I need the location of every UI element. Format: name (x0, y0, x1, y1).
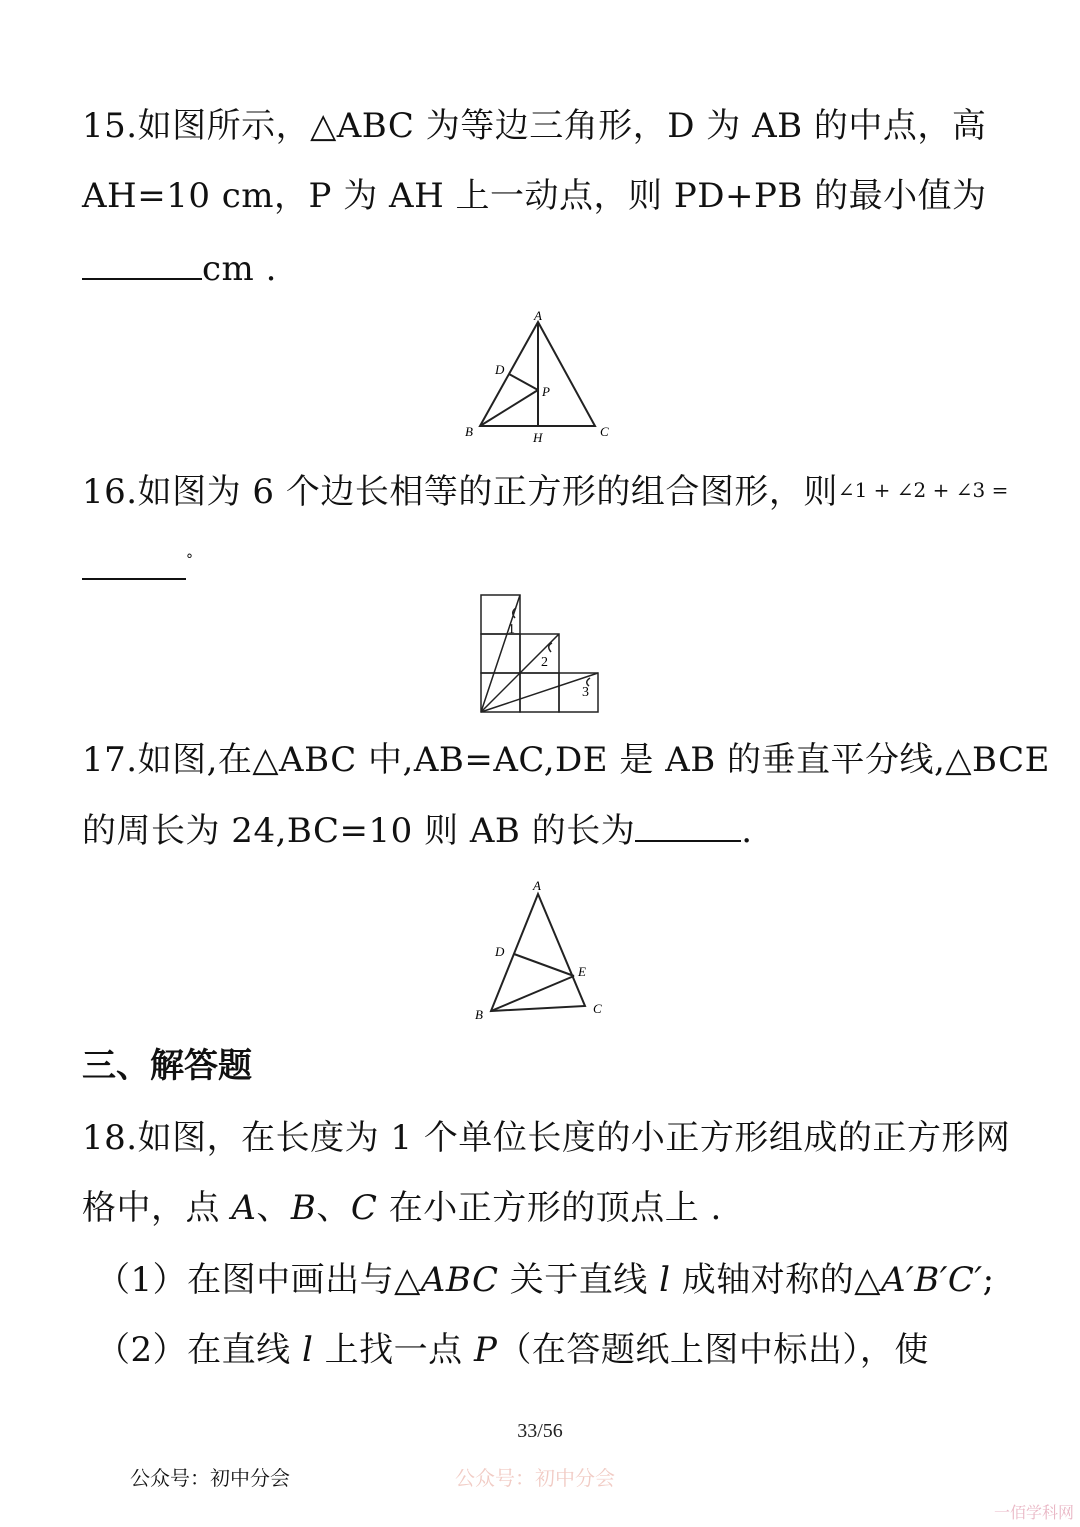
q16-text: 16.如图为 6 个边长相等的正方形的组合图形，则 (82, 472, 838, 512)
q18-sub1-text: 关于直线 (498, 1260, 660, 1300)
figure-equilateral-triangle (455, 308, 625, 448)
footer-account: 公众号：初中分会 (130, 1466, 290, 1490)
q15-line1: 15.如图所示，△ABC 为等边三角形，D 为 AB 的中点，高 (82, 106, 987, 146)
triangle-A-prime: A′B′C′ (880, 1260, 983, 1300)
triangle-ABC: ABC (420, 1260, 499, 1300)
line-l: l (301, 1330, 314, 1370)
label-E: E (578, 964, 586, 979)
q18-sub1-text: 成轴对称的△ (670, 1260, 881, 1300)
point-C: C (350, 1188, 378, 1228)
q18-sub1-text: （1）在图中画出与△ (96, 1260, 421, 1300)
q18-sub1-text: ; (982, 1260, 995, 1300)
label-A: A (533, 878, 541, 893)
separator: 、 (316, 1188, 351, 1228)
q15-unit: cm . (202, 249, 277, 289)
label-A: A (534, 308, 542, 323)
line-l: l (659, 1260, 671, 1300)
answer-blank[interactable] (82, 548, 186, 580)
angle-1-label: 1 (508, 622, 515, 637)
label-P: P (542, 384, 550, 399)
answer-blank[interactable] (635, 810, 741, 842)
q18-sub2-text: （在答题纸上图中标出），使 (497, 1330, 929, 1370)
answer-blank[interactable] (82, 248, 202, 280)
q18-sub1 (96, 1260, 995, 1300)
q18-sub2-text: （2）在直线 (96, 1330, 302, 1370)
footer-watermark: 公众号：初中分会 (455, 1466, 615, 1490)
q17-line2 (82, 810, 753, 851)
figure-isosceles-triangle (465, 876, 615, 1026)
label-C: C (593, 1001, 602, 1016)
q18-line2 (82, 1188, 722, 1228)
label-B: B (465, 424, 473, 439)
angle-3-label: 3 (582, 685, 589, 700)
label-H: H (533, 430, 543, 445)
q17-end: . (741, 811, 753, 851)
separator: 、 (256, 1188, 291, 1228)
site-watermark: 一佰学科网 (993, 1503, 1074, 1522)
angle-2-label: 2 (541, 655, 548, 670)
q16-line2 (82, 540, 194, 589)
label-C: C (600, 424, 609, 439)
q15-line3 (82, 248, 277, 289)
q17-line1: 17.如图,在△ABC 中,AB=AC,DE 是 AB 的垂直平分线,△BCE (82, 740, 1050, 780)
q18-text: 格中，点 (82, 1188, 232, 1228)
point-A: A (231, 1188, 257, 1228)
q16-angle-expression: ∠1 + ∠2 + ∠3 = (837, 478, 1009, 502)
section-title: 三、解答题 (82, 1046, 252, 1086)
q18-sub2-text: 上找一点 (313, 1330, 474, 1370)
q18-text: 在小正方形的顶点上 . (377, 1188, 722, 1228)
q17-text: 的周长为 24,BC=10 则 AB 的长为 (82, 811, 636, 851)
q15-line2: AH=10 cm，P 为 AH 上一动点，则 PD+PB 的最小值为 (82, 176, 987, 216)
point-B: B (290, 1188, 317, 1228)
figure-six-squares (470, 586, 610, 721)
q18-line1: 18.如图，在长度为 1 个单位长度的小正方形组成的正方形网 (82, 1118, 1011, 1158)
label-D: D (495, 944, 505, 959)
q16-line1 (82, 470, 1008, 512)
point-P: P (473, 1330, 498, 1370)
label-B: B (475, 1007, 483, 1022)
label-D: D (495, 362, 505, 377)
page-number: 33/56 (517, 1420, 563, 1442)
q18-sub2 (96, 1330, 929, 1370)
degree-sign: ° (186, 552, 194, 568)
